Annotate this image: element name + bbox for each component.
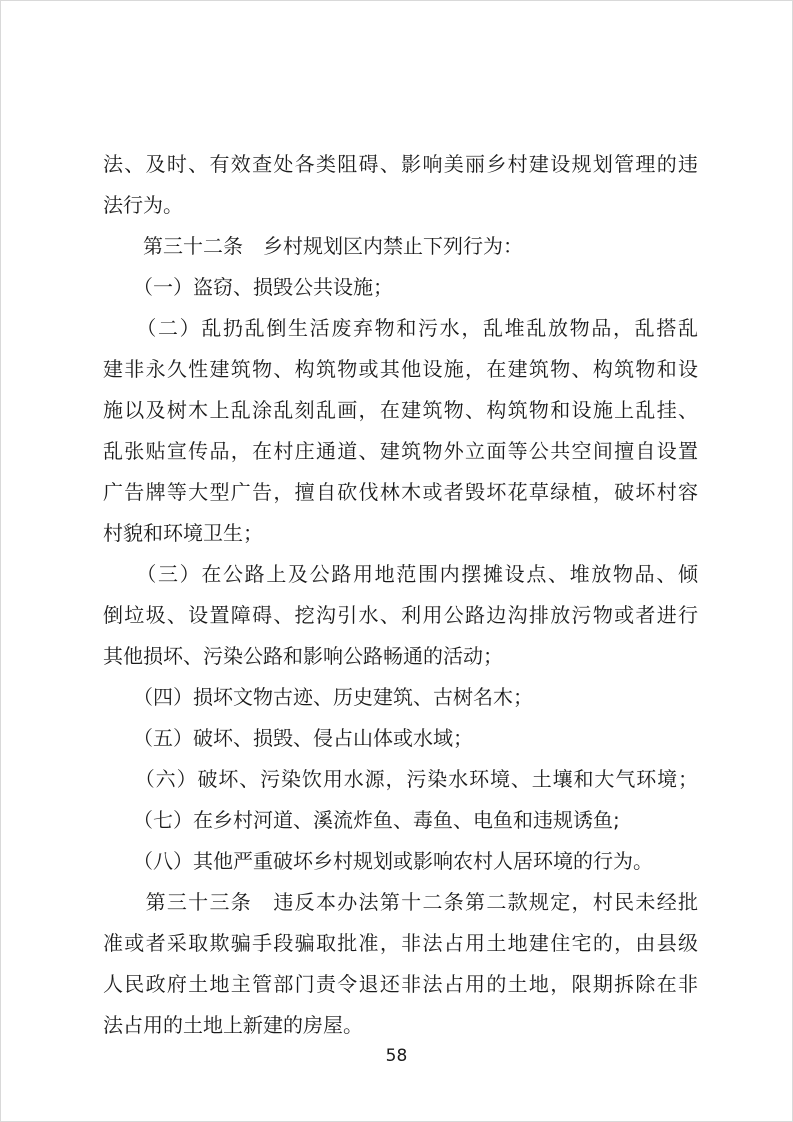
article-heading-33: 第三十三条 违反本办法第十二条第二款规定，村民未经批: [103, 890, 698, 914]
list-item: （三）在公路上及公路用地范围内摆摊设点、堆放物品、倾: [103, 562, 698, 586]
text-line: 法行为。: [103, 193, 183, 217]
document-body: [103, 144, 698, 1046]
list-item: （八）其他严重破坏乡村规划或影响农村人居环境的行为。: [103, 849, 653, 873]
text-line: 人民政府土地主管部门责令退还非法占用的土地，限期拆除在非: [103, 972, 698, 996]
text-line: 法占用的土地上新建的房屋。: [103, 1013, 363, 1037]
text-line: 准或者采取欺骗手段骗取批准，非法占用土地建住宅的，由县级: [103, 931, 698, 955]
list-item: （五）破坏、损毁、侵占山体或水域；: [103, 726, 473, 750]
list-item: （二）乱扔乱倒生活废弃物和污水，乱堆乱放物品，乱搭乱: [103, 316, 698, 340]
text-line: 施以及树木上乱涂乱刻乱画，在建筑物、构筑物和设施上乱挂、: [103, 398, 698, 422]
list-item: （一）盗窃、损毁公共设施；: [103, 275, 393, 299]
text-line: 倒垃圾、设置障碍、挖沟引水、利用公路边沟排放污物或者进行: [103, 603, 698, 627]
text-line: 法、及时、有效查处各类阻碍、影响美丽乡村建设规划管理的违: [103, 152, 698, 176]
text-line: 建非永久性建筑物、构筑物或其他设施，在建筑物、构筑物和设: [103, 357, 698, 381]
text-line: 乱张贴宣传品，在村庄通道、建筑物外立面等公共空间擅自设置: [103, 439, 698, 463]
text-line: 村貌和环境卫生；: [103, 521, 263, 545]
list-item: （六）破坏、污染饮用水源，污染水环境、土壤和大气环境；: [103, 767, 698, 791]
text-line: 广告牌等大型广告，擅自砍伐林木或者毁坏花草绿植，破坏村容: [103, 480, 698, 504]
article-heading-32: 第三十二条 乡村规划区内禁止下列行为：: [103, 234, 523, 258]
list-item: （四）损坏文物古迹、历史建筑、古树名木；: [103, 685, 533, 709]
text-line: 其他损坏、污染公路和影响公路畅通的活动；: [103, 644, 503, 668]
list-item: （七）在乡村河道、溪流炸鱼、毒鱼、电鱼和违规诱鱼;: [103, 808, 620, 832]
page-number: 58: [385, 1046, 408, 1066]
